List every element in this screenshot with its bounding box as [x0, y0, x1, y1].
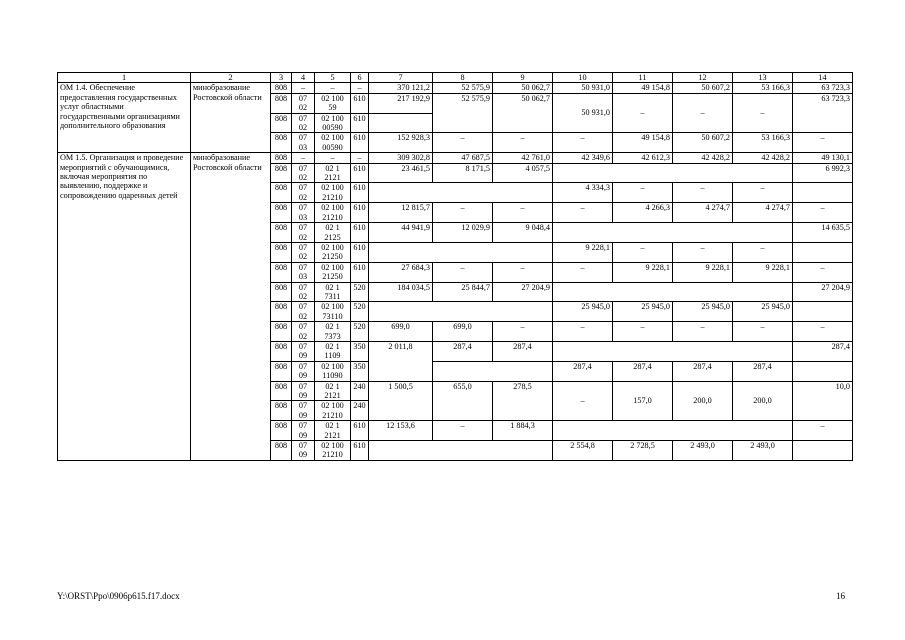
cell: – [553, 381, 613, 421]
cell: 25 945,0 [733, 302, 793, 322]
cell: 12 815,7 [369, 203, 433, 223]
cell: 4 274,7 [673, 203, 733, 223]
cell: 287,4 [613, 361, 673, 381]
cell: 350 [351, 361, 369, 381]
cell: 47 687,5 [433, 153, 493, 163]
cell: 50 062,7 [493, 83, 553, 93]
cell: 808 [271, 133, 292, 153]
cell: – [673, 242, 733, 262]
measure-name: ОМ 1.5. Организация и проведение мероприятий с обучающимися, включая мероприятия по выявлению, поддержке и сопровождению одаренных детей [58, 153, 191, 461]
cell: 152 928,3 [369, 133, 433, 153]
cell: 350 [351, 341, 369, 361]
cell: – [613, 183, 673, 203]
cell [433, 361, 553, 381]
cell: 808 [271, 302, 292, 322]
cell: 14 635,5 [793, 223, 853, 243]
cell: 9 048,4 [493, 223, 553, 243]
header-cell: 12 [673, 73, 733, 83]
cell: 12 029,9 [433, 223, 493, 243]
cell: 610 [351, 421, 369, 441]
cell: 808 [271, 361, 292, 381]
cell: 610 [351, 163, 369, 183]
header-cell: 13 [733, 73, 793, 83]
cell: 02 100 73110 [315, 302, 351, 322]
cell: – [351, 83, 369, 93]
cell: 50 062,7 [493, 93, 553, 133]
cell: 8 171,5 [433, 163, 493, 183]
cell: 2 554,8 [553, 441, 613, 461]
cell: 4 274,7 [733, 203, 793, 223]
cell: – [433, 262, 493, 282]
cell: 02 1 7311 [315, 282, 351, 302]
cell: 07 02 [292, 302, 315, 322]
cell: 50 931,0 [553, 83, 613, 93]
cell: 808 [271, 262, 292, 282]
header-cell: 11 [613, 73, 673, 83]
cell: 07 02 [292, 113, 315, 133]
cell: 42 428,2 [673, 153, 733, 163]
cell: 808 [271, 421, 292, 441]
header-cell: 5 [315, 73, 351, 83]
cell [793, 441, 853, 461]
cell: 02 100 21210 [315, 401, 351, 421]
page-number: 16 [836, 591, 845, 601]
budget-table [57, 72, 853, 461]
cell: 07 02 [292, 242, 315, 262]
cell: 4 057,5 [493, 163, 553, 183]
cell: – [493, 262, 553, 282]
cell: – [673, 183, 733, 203]
cell: 184 034,5 [369, 282, 433, 302]
cell: 287,4 [553, 361, 613, 381]
cell: 07 09 [292, 361, 315, 381]
cell: 655,0 [433, 381, 493, 421]
cell: – [553, 322, 613, 342]
cell: – [793, 322, 853, 342]
cell: 157,0 [613, 381, 673, 421]
cell: 07 09 [292, 441, 315, 461]
cell: – [433, 421, 493, 441]
cell: – [315, 153, 351, 163]
cell [369, 302, 553, 322]
cell: 808 [271, 242, 292, 262]
cell: 02 100 21210 [315, 441, 351, 461]
cell: – [433, 133, 493, 153]
cell: 4 334,3 [553, 183, 613, 203]
cell: 07 02 [292, 93, 315, 113]
cell: – [433, 203, 493, 223]
cell: 610 [351, 93, 369, 113]
cell: 808 [271, 203, 292, 223]
cell: 610 [351, 262, 369, 282]
cell: 02 1 2121 [315, 163, 351, 183]
cell: 699,0 [433, 322, 493, 342]
cell: 50 607,2 [673, 133, 733, 153]
cell: 25 945,0 [613, 302, 673, 322]
cell: – [613, 242, 673, 262]
cell: – [793, 262, 853, 282]
cell: 25 844,7 [433, 282, 493, 302]
cell [553, 223, 793, 243]
measure-name: ОМ 1.4. Обеспечение предоставления государственных услуг областными государственными организациями дополнительного образования [58, 83, 191, 153]
cell: 07 09 [292, 421, 315, 441]
cell: 27 204,9 [793, 282, 853, 302]
cell: 02 100 59 [315, 93, 351, 113]
cell: 52 575,9 [433, 93, 493, 133]
cell: – [315, 83, 351, 93]
cell [369, 183, 553, 203]
cell: 520 [351, 322, 369, 342]
agency-name: минобразование Ростовской области [191, 83, 271, 153]
cell: – [493, 203, 553, 223]
cell: 287,4 [793, 341, 853, 361]
cell: 808 [271, 223, 292, 243]
cell: 9 228,1 [613, 262, 673, 282]
cell: 610 [351, 113, 369, 133]
cell [553, 341, 793, 361]
cell: – [493, 322, 553, 342]
cell: – [553, 203, 613, 223]
cell: 287,4 [733, 361, 793, 381]
footer-file-path: Y:\ORST\Ppo\0906p615.f17.docx [57, 591, 180, 601]
cell [793, 242, 853, 262]
header-cell: 4 [292, 73, 315, 83]
cell: 25 945,0 [553, 302, 613, 322]
cell: 808 [271, 341, 292, 361]
cell: 808 [271, 322, 292, 342]
cell: 02 1 2121 [315, 421, 351, 441]
cell: 610 [351, 133, 369, 153]
cell: 200,0 [673, 381, 733, 421]
cell [553, 163, 793, 183]
cell: 240 [351, 401, 369, 421]
cell: 42 428,2 [733, 153, 793, 163]
cell: 808 [271, 163, 292, 183]
cell: 808 [271, 441, 292, 461]
cell [369, 441, 553, 461]
cell: 9 228,1 [673, 262, 733, 282]
cell: 2 493,0 [733, 441, 793, 461]
cell [553, 282, 793, 302]
header-cell: 14 [793, 73, 853, 83]
cell: 2 493,0 [673, 441, 733, 461]
cell [793, 183, 853, 203]
cell: 287,4 [673, 361, 733, 381]
cell: 02 1 2125 [315, 223, 351, 243]
cell: 42 612,3 [613, 153, 673, 163]
cell: 50 931,0 [553, 93, 613, 133]
cell: 02 1 1109 [315, 341, 351, 361]
cell: 02 100 21250 [315, 262, 351, 282]
cell: 07 03 [292, 203, 315, 223]
cell: – [733, 183, 793, 203]
cell: 6 992,3 [793, 163, 853, 183]
cell: 07 02 [292, 322, 315, 342]
header-cell: 6 [351, 73, 369, 83]
cell: – [793, 203, 853, 223]
cell: 808 [271, 381, 292, 401]
cell: 808 [271, 401, 292, 421]
cell: 808 [271, 153, 292, 163]
cell: 309 302,8 [369, 153, 433, 163]
cell: 4 266,3 [613, 203, 673, 223]
cell: 07 09 [292, 401, 315, 421]
cell: – [613, 322, 673, 342]
agency-name: минобразование Ростовской области [191, 153, 271, 461]
cell: 27 684,3 [369, 262, 433, 282]
cell: 07 02 [292, 282, 315, 302]
cell: 44 941,9 [369, 223, 433, 243]
cell: 1 884,3 [493, 421, 553, 441]
cell: 07 02 [292, 183, 315, 203]
header-cell: 7 [369, 73, 433, 83]
cell: – [292, 153, 315, 163]
header-cell: 10 [553, 73, 613, 83]
cell: 287,4 [493, 341, 553, 361]
cell: 63 723,3 [793, 83, 853, 93]
cell: – [351, 153, 369, 163]
cell: 07 09 [292, 381, 315, 401]
cell: 02 100 21250 [315, 242, 351, 262]
cell: 07 09 [292, 341, 315, 361]
table-row [58, 153, 853, 163]
cell: 02 100 11090 [315, 361, 351, 381]
cell: 610 [351, 441, 369, 461]
cell: 49 154,8 [613, 83, 673, 93]
cell: – [733, 93, 793, 133]
cell: 610 [351, 183, 369, 203]
cell: 07 02 [292, 223, 315, 243]
cell: 23 461,5 [369, 163, 433, 183]
cell: 50 607,2 [673, 83, 733, 93]
cell: 02 1 2121 [315, 381, 351, 401]
cell: 240 [351, 381, 369, 401]
header-cell: 1 [58, 73, 191, 83]
cell: 02 100 21210 [315, 203, 351, 223]
cell: – [673, 93, 733, 133]
cell: – [613, 93, 673, 133]
cell: 02 100 21210 [315, 183, 351, 203]
cell: 520 [351, 302, 369, 322]
cell: 217 192,9 [369, 93, 433, 113]
cell: 27 204,9 [493, 282, 553, 302]
cell: 63 723,3 [793, 93, 853, 133]
cell: 42 349,6 [553, 153, 613, 163]
cell: – [733, 322, 793, 342]
cell: – [493, 133, 553, 153]
cell: – [793, 133, 853, 153]
cell: 53 166,3 [733, 133, 793, 153]
cell: 49 130,1 [793, 153, 853, 163]
cell: – [673, 322, 733, 342]
cell: 610 [351, 203, 369, 223]
cell: 07 03 [292, 133, 315, 153]
cell: – [733, 242, 793, 262]
cell: 9 228,1 [553, 242, 613, 262]
cell: 808 [271, 282, 292, 302]
header-cell: 2 [191, 73, 271, 83]
cell: – [553, 133, 613, 153]
table-row [58, 83, 853, 93]
cell: 9 228,1 [733, 262, 793, 282]
cell: 52 575,9 [433, 83, 493, 93]
cell [369, 113, 433, 133]
cell: 1 500,5 [369, 381, 433, 421]
cell: 808 [271, 113, 292, 133]
header-cell: 9 [493, 73, 553, 83]
cell: 02 100 00590 [315, 133, 351, 153]
cell: – [553, 262, 613, 282]
cell: 42 761,0 [493, 153, 553, 163]
cell: 07 02 [292, 163, 315, 183]
cell: 610 [351, 223, 369, 243]
cell [793, 361, 853, 381]
cell [369, 242, 553, 262]
cell: 808 [271, 93, 292, 113]
table-header-row [58, 73, 853, 83]
cell: 2 728,5 [613, 441, 673, 461]
cell: 699,0 [369, 322, 433, 342]
cell: 07 03 [292, 262, 315, 282]
header-cell: 3 [271, 73, 292, 83]
header-cell: 8 [433, 73, 493, 83]
cell: 02 1 7373 [315, 322, 351, 342]
cell: – [292, 83, 315, 93]
cell: – [793, 421, 853, 441]
cell: 49 154,8 [613, 133, 673, 153]
cell: 610 [351, 242, 369, 262]
cell: 2 011,8 [369, 341, 433, 381]
cell: 287,4 [433, 341, 493, 361]
cell: 200,0 [733, 381, 793, 421]
cell: 370 121,2 [369, 83, 433, 93]
cell: 278,5 [493, 381, 553, 421]
cell: 25 945,0 [673, 302, 733, 322]
cell [793, 302, 853, 322]
cell: 808 [271, 183, 292, 203]
cell [553, 421, 793, 441]
cell: 808 [271, 83, 292, 93]
cell: 53 166,3 [733, 83, 793, 93]
cell: 02 100 00590 [315, 113, 351, 133]
cell: 10,0 [793, 381, 853, 421]
cell: 12 153,6 [369, 421, 433, 441]
cell: 520 [351, 282, 369, 302]
